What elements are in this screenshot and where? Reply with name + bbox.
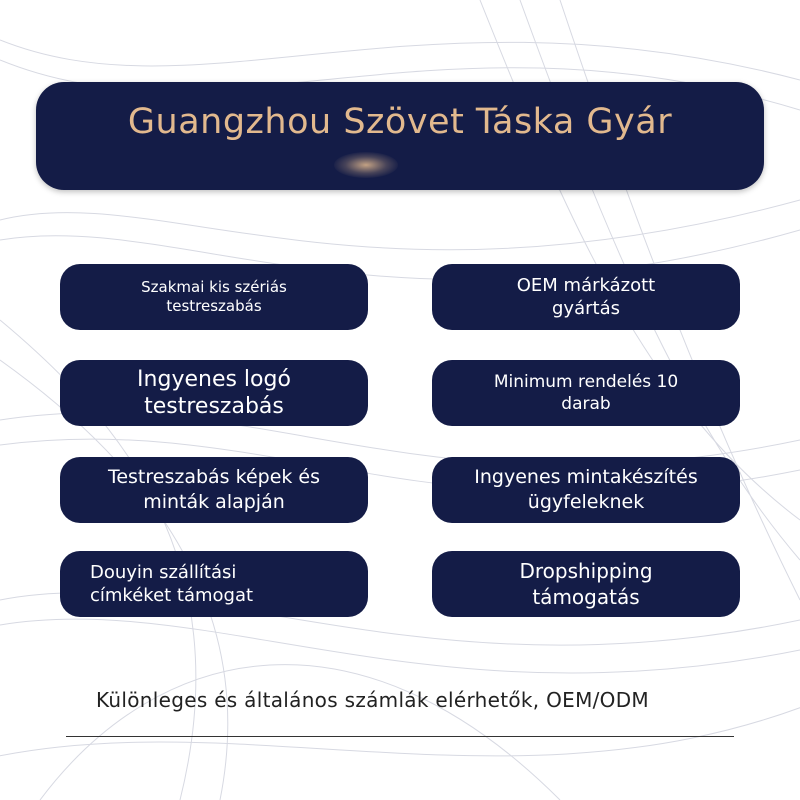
header-banner [36,82,764,190]
feature-line: Testreszabás képek és [107,466,321,489]
feature-line: címkéket támogat [90,585,254,606]
page-title: Guangzhou Szövet Táska Gyár [127,102,673,142]
feature-line: darab [561,394,611,414]
feature-line: támogatás [532,585,640,609]
feature-line: testreszabás [144,394,284,419]
feature-line: Ingyenes logó [137,366,291,392]
feature-line: Minimum rendelés 10 [493,371,679,392]
feature-douyin-labels [60,551,368,617]
feature-custom-images [60,457,368,523]
feature-line: Ingyenes mintakészítés [474,466,698,489]
feature-line: Szakmai kis szériás [141,277,287,296]
banner-glow-decoration [334,152,398,178]
feature-free-samples [432,457,740,523]
footer-divider [66,736,734,737]
feature-line: Douyin szállítási [90,561,237,583]
feature-line: gyártás [552,298,620,319]
feature-line: ügyfeleknek [527,491,645,513]
feature-line: testreszabás [166,297,262,315]
footer-text: Különleges és általános számlák elérhetők, OEM/ODM [96,688,649,712]
feature-free-logo [60,360,368,426]
feature-oem-brand [432,264,740,330]
feature-dropshipping [432,551,740,617]
feature-small-batch [60,264,368,330]
feature-line: OEM márkázott [516,274,656,296]
feature-min-order [432,360,740,426]
feature-line: minták alapján [143,491,285,513]
feature-line: Dropshipping [519,559,653,583]
